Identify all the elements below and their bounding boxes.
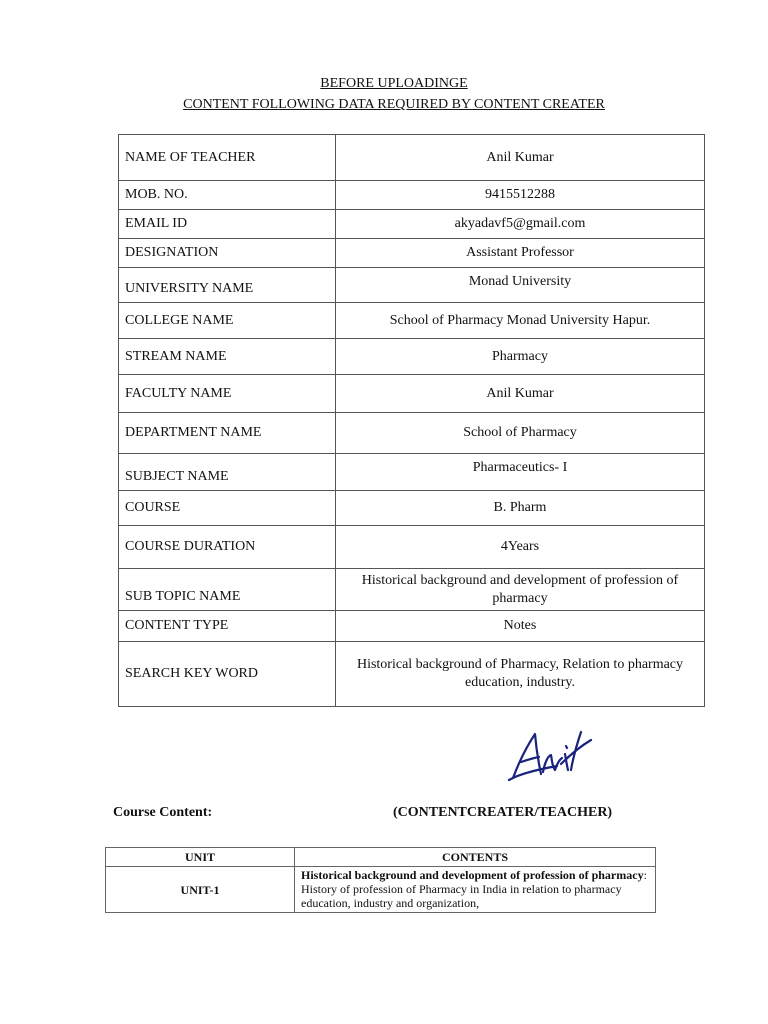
row-label: COLLEGE NAME	[119, 303, 336, 339]
document-subtitle: CONTENT FOLLOWING DATA REQUIRED BY CONTENT CREATER	[183, 97, 605, 112]
document-title: BEFORE UPLOADINGE	[320, 76, 468, 91]
unit-topic-body: History of profession of Pharmacy in India in relation to pharmacy education, industry and organization,	[301, 882, 622, 910]
course-content-label: Course Content:	[113, 805, 213, 820]
row-value: Historical background of Pharmacy, Relation to pharmacy education, industry.	[336, 642, 705, 707]
teacher-signature	[505, 724, 595, 795]
row-label: DESIGNATION	[119, 239, 336, 268]
signature-image	[505, 724, 595, 790]
row-value: School of Pharmacy Monad University Hapur.	[336, 303, 705, 339]
table-row	[119, 181, 705, 210]
row-label: MOB. NO.	[119, 181, 336, 210]
table-row	[119, 454, 705, 491]
table-row	[119, 611, 705, 642]
teacher-info-table	[118, 134, 705, 707]
row-label: STREAM NAME	[119, 339, 336, 375]
content-creator-role: (CONTENTCREATER/TEACHER)	[393, 805, 613, 820]
table-row	[119, 491, 705, 526]
table-row	[119, 569, 705, 611]
table-row	[119, 135, 705, 181]
table-row	[106, 867, 656, 913]
table-row	[119, 642, 705, 707]
row-value: akyadavf5@gmail.com	[336, 210, 705, 239]
row-value: Assistant Professor	[336, 239, 705, 268]
row-value: B. Pharm	[336, 491, 705, 526]
row-value: Monad University	[336, 268, 705, 303]
row-label: SEARCH KEY WORD	[119, 642, 336, 707]
row-value: School of Pharmacy	[336, 413, 705, 454]
row-value: 4Years	[336, 526, 705, 569]
row-value: Historical background and development of profession of pharmacy	[336, 569, 705, 611]
table-row	[119, 210, 705, 239]
row-label: UNIVERSITY NAME	[119, 268, 336, 303]
row-label: SUB TOPIC NAME	[119, 569, 336, 611]
table-row	[119, 375, 705, 413]
table-row	[119, 339, 705, 375]
unit-name: UNIT-1	[106, 867, 295, 913]
row-label: EMAIL ID	[119, 210, 336, 239]
row-value: Notes	[336, 611, 705, 642]
table-row	[119, 526, 705, 569]
table-row	[119, 268, 705, 303]
row-label: FACULTY NAME	[119, 375, 336, 413]
course-units-table	[105, 847, 656, 913]
contents-header: CONTENTS	[295, 848, 656, 867]
row-value: 9415512288	[336, 181, 705, 210]
table-row	[119, 239, 705, 268]
row-value: Pharmaceutics- I	[336, 454, 705, 491]
row-label: NAME OF TEACHER	[119, 135, 336, 181]
row-label: COURSE DURATION	[119, 526, 336, 569]
unit-topic-colon: :	[643, 868, 647, 882]
row-label: SUBJECT NAME	[119, 454, 336, 491]
row-label: CONTENT TYPE	[119, 611, 336, 642]
unit-contents	[295, 867, 656, 913]
table-header-row	[106, 848, 656, 867]
row-value: Anil Kumar	[336, 375, 705, 413]
unit-topic-title: Historical background and development of profession of pharmacy	[301, 868, 644, 882]
row-value: Pharmacy	[336, 339, 705, 375]
table-row	[119, 303, 705, 339]
table-row	[119, 413, 705, 454]
unit-header: UNIT	[106, 848, 295, 867]
row-value: Anil Kumar	[336, 135, 705, 181]
row-label: COURSE	[119, 491, 336, 526]
row-label: DEPARTMENT NAME	[119, 413, 336, 454]
